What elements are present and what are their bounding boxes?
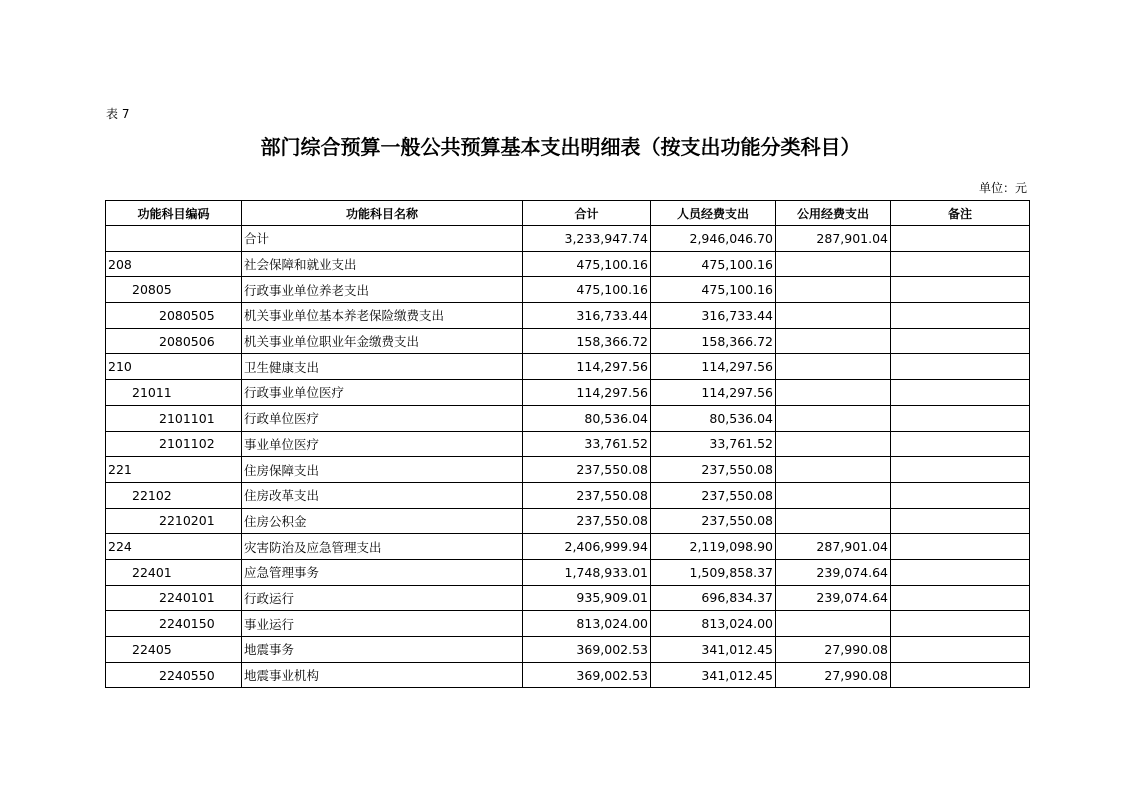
cell-total: 2,406,999.94	[523, 534, 651, 560]
cell-code: 221	[106, 457, 242, 483]
cell-code: 2210201	[106, 508, 242, 534]
cell-personnel: 341,012.45	[651, 662, 776, 688]
cell-total: 237,550.08	[523, 482, 651, 508]
cell-note	[891, 457, 1030, 483]
cell-public	[776, 431, 891, 457]
cell-public	[776, 251, 891, 277]
cell-name: 应急管理事务	[242, 559, 523, 585]
header-note: 备注	[891, 201, 1030, 226]
cell-note	[891, 405, 1030, 431]
cell-total: 237,550.08	[523, 508, 651, 534]
cell-total: 114,297.56	[523, 354, 651, 380]
cell-code: 2240150	[106, 611, 242, 637]
cell-note	[891, 559, 1030, 585]
cell-code: 208	[106, 251, 242, 277]
header-public: 公用经费支出	[776, 201, 891, 226]
cell-personnel: 1,509,858.37	[651, 559, 776, 585]
cell-note	[891, 303, 1030, 329]
cell-code: 2101101	[106, 405, 242, 431]
cell-code: 22405	[106, 637, 242, 663]
cell-personnel: 237,550.08	[651, 482, 776, 508]
cell-public: 27,990.08	[776, 662, 891, 688]
cell-code: 20805	[106, 277, 242, 303]
cell-code: 2240550	[106, 662, 242, 688]
cell-code: 210	[106, 354, 242, 380]
cell-personnel: 158,366.72	[651, 328, 776, 354]
cell-name: 地震事业机构	[242, 662, 523, 688]
cell-total: 33,761.52	[523, 431, 651, 457]
cell-note	[891, 611, 1030, 637]
cell-total: 114,297.56	[523, 380, 651, 406]
header-total: 合计	[523, 201, 651, 226]
cell-code: 2101102	[106, 431, 242, 457]
table-header-row	[106, 201, 1030, 226]
table-row	[106, 328, 1030, 354]
cell-personnel: 341,012.45	[651, 637, 776, 663]
cell-name: 行政事业单位医疗	[242, 380, 523, 406]
cell-public	[776, 457, 891, 483]
cell-note	[891, 328, 1030, 354]
table-row	[106, 303, 1030, 329]
cell-total: 935,909.01	[523, 585, 651, 611]
table-row	[106, 637, 1030, 663]
cell-total: 237,550.08	[523, 457, 651, 483]
cell-note	[891, 226, 1030, 252]
cell-code: 21011	[106, 380, 242, 406]
cell-name: 灾害防治及应急管理支出	[242, 534, 523, 560]
cell-code	[106, 226, 242, 252]
cell-note	[891, 534, 1030, 560]
cell-total: 813,024.00	[523, 611, 651, 637]
cell-personnel: 114,297.56	[651, 354, 776, 380]
unit-label: 单位：元	[978, 181, 1027, 195]
table-row	[106, 431, 1030, 457]
table-row	[106, 354, 1030, 380]
table-row	[106, 534, 1030, 560]
cell-code: 2080506	[106, 328, 242, 354]
cell-public	[776, 611, 891, 637]
cell-code: 2080505	[106, 303, 242, 329]
table-row	[106, 662, 1030, 688]
cell-note	[891, 508, 1030, 534]
cell-note	[891, 277, 1030, 303]
table-label: 表 7	[106, 107, 130, 121]
cell-total: 475,100.16	[523, 251, 651, 277]
header-code: 功能科目编码	[106, 201, 242, 226]
cell-name: 社会保障和就业支出	[242, 251, 523, 277]
cell-note	[891, 637, 1030, 663]
cell-name: 机关事业单位基本养老保险缴费支出	[242, 303, 523, 329]
table-row	[106, 277, 1030, 303]
cell-name: 行政单位医疗	[242, 405, 523, 431]
cell-personnel: 316,733.44	[651, 303, 776, 329]
cell-name: 合计	[242, 226, 523, 252]
table-row	[106, 482, 1030, 508]
cell-public	[776, 303, 891, 329]
cell-code: 22102	[106, 482, 242, 508]
table-row	[106, 585, 1030, 611]
cell-public: 239,074.64	[776, 559, 891, 585]
cell-code: 22401	[106, 559, 242, 585]
cell-public	[776, 277, 891, 303]
table-row	[106, 559, 1030, 585]
cell-total: 369,002.53	[523, 662, 651, 688]
header-name: 功能科目名称	[242, 201, 523, 226]
cell-public: 239,074.64	[776, 585, 891, 611]
cell-personnel: 2,946,046.70	[651, 226, 776, 252]
cell-public	[776, 354, 891, 380]
cell-note	[891, 585, 1030, 611]
cell-total: 1,748,933.01	[523, 559, 651, 585]
cell-name: 卫生健康支出	[242, 354, 523, 380]
cell-name: 住房改革支出	[242, 482, 523, 508]
cell-name: 事业单位医疗	[242, 431, 523, 457]
table-body	[106, 226, 1030, 688]
cell-name: 行政运行	[242, 585, 523, 611]
cell-total: 316,733.44	[523, 303, 651, 329]
cell-public	[776, 405, 891, 431]
table-row	[106, 611, 1030, 637]
cell-total: 158,366.72	[523, 328, 651, 354]
cell-note	[891, 662, 1030, 688]
cell-note	[891, 354, 1030, 380]
cell-note	[891, 380, 1030, 406]
cell-personnel: 33,761.52	[651, 431, 776, 457]
cell-public	[776, 508, 891, 534]
table-row	[106, 405, 1030, 431]
cell-personnel: 696,834.37	[651, 585, 776, 611]
table-row	[106, 508, 1030, 534]
cell-name: 机关事业单位职业年金缴费支出	[242, 328, 523, 354]
cell-total: 475,100.16	[523, 277, 651, 303]
cell-personnel: 80,536.04	[651, 405, 776, 431]
cell-name: 住房保障支出	[242, 457, 523, 483]
cell-public: 287,901.04	[776, 534, 891, 560]
cell-personnel: 114,297.56	[651, 380, 776, 406]
cell-name: 地震事务	[242, 637, 523, 663]
cell-total: 369,002.53	[523, 637, 651, 663]
cell-personnel: 813,024.00	[651, 611, 776, 637]
cell-note	[891, 482, 1030, 508]
cell-personnel: 237,550.08	[651, 457, 776, 483]
cell-personnel: 237,550.08	[651, 508, 776, 534]
cell-code: 224	[106, 534, 242, 560]
budget-table	[105, 200, 1030, 688]
table-row	[106, 251, 1030, 277]
cell-total: 3,233,947.74	[523, 226, 651, 252]
cell-public: 287,901.04	[776, 226, 891, 252]
cell-note	[891, 431, 1030, 457]
cell-personnel: 475,100.16	[651, 277, 776, 303]
cell-name: 事业运行	[242, 611, 523, 637]
table-row	[106, 226, 1030, 252]
cell-name: 行政事业单位养老支出	[242, 277, 523, 303]
cell-personnel: 475,100.16	[651, 251, 776, 277]
table-row	[106, 380, 1030, 406]
cell-public	[776, 380, 891, 406]
cell-note	[891, 251, 1030, 277]
header-personnel: 人员经费支出	[651, 201, 776, 226]
cell-public	[776, 328, 891, 354]
cell-public	[776, 482, 891, 508]
cell-total: 80,536.04	[523, 405, 651, 431]
cell-personnel: 2,119,098.90	[651, 534, 776, 560]
cell-name: 住房公积金	[242, 508, 523, 534]
page-title: 部门综合预算一般公共预算基本支出明细表（按支出功能分类科目）	[260, 135, 861, 159]
cell-public: 27,990.08	[776, 637, 891, 663]
table-row	[106, 457, 1030, 483]
cell-code: 2240101	[106, 585, 242, 611]
